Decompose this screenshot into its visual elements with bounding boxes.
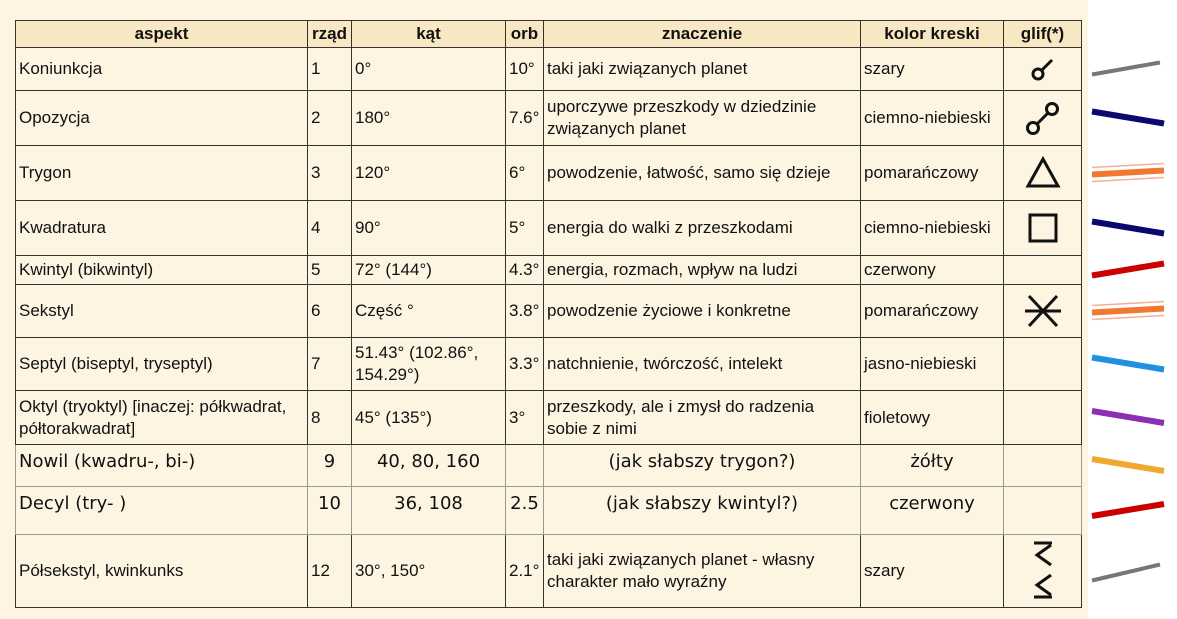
cell-aspekt: Opozycja [16,91,308,146]
header-glif: glif(*) [1004,21,1082,48]
table-row [16,445,1082,487]
cell-rzad: 9 [308,445,352,487]
cell-orb: 2.1° [506,535,544,608]
square-icon [1004,201,1082,256]
line-sample [1092,178,1164,182]
header-znaczenie: znaczenie [544,21,861,48]
cell-kat: 120° [352,146,506,201]
glyph-empty [1004,256,1082,285]
cell-kolor: ciemno-niebieski [861,91,1004,146]
cell-orb: 3° [506,391,544,445]
cell-orb: 4.3° [506,256,544,285]
cell-orb: 3.8° [506,285,544,338]
header-row [16,21,1082,48]
line-sample [1092,222,1164,234]
table-row [16,48,1082,91]
header-aspekt: aspekt [16,21,308,48]
cell-kat: 45° (135°) [352,391,506,445]
cell-orb: 5° [506,201,544,256]
line-sample [1092,171,1164,175]
line-sample [1092,504,1164,516]
cell-kolor: fioletowy [861,391,1004,445]
header-rzad: rząd [308,21,352,48]
sextile-icon [1004,285,1082,338]
line-sample [1092,358,1164,370]
cell-rzad: 4 [308,201,352,256]
header-kolor: kolor kreski [861,21,1004,48]
cell-kat: 51.43° (102.86°, 154.29°) [352,338,506,391]
line-sample [1092,164,1164,168]
table-row [16,146,1082,201]
cell-znaczenie: uporczywe przeszkody w dziedzinie związanych planet [544,91,861,146]
cell-znaczenie: powodzenie życiowe i konkretne [544,285,861,338]
line-samples [1088,0,1177,619]
line-sample [1092,309,1164,313]
line-sample [1092,565,1160,581]
cell-orb: 7.6° [506,91,544,146]
table-row [16,487,1082,535]
cell-aspekt: Kwadratura [16,201,308,256]
cell-kolor: żółty [861,445,1004,487]
table-row [16,391,1082,445]
cell-rzad: 8 [308,391,352,445]
cell-kolor: pomarańczowy [861,285,1004,338]
cell-aspekt: Septyl (biseptyl, tryseptyl) [16,338,308,391]
table-row [16,201,1082,256]
line-sample [1092,302,1164,306]
opposition-icon [1004,91,1082,146]
conjunction-icon [1004,48,1082,91]
cell-kolor: pomarańczowy [861,146,1004,201]
cell-rzad: 10 [308,487,352,535]
header-kat: kąt [352,21,506,48]
line-sample [1092,63,1160,75]
table-row [16,535,1082,608]
cell-kolor: czerwony [861,256,1004,285]
table-row [16,256,1082,285]
cell-znaczenie: powodzenie, łatwość, samo się dzieje [544,146,861,201]
table-row [16,338,1082,391]
trine-icon [1004,146,1082,201]
cell-znaczenie: przeszkody, ale i zmysł do radzenia sobie z nimi [544,391,861,445]
cell-kolor: ciemno-niebieski [861,201,1004,256]
cell-znaczenie: taki jaki związanych planet [544,48,861,91]
cell-rzad: 5 [308,256,352,285]
cell-znaczenie: energia, rozmach, wpływ na ludzi [544,256,861,285]
aspects-table [15,20,1082,608]
cell-orb [506,445,544,487]
cell-orb: 2.5 [506,487,544,535]
cell-znaczenie: taki jaki związanych planet - własny charakter mało wyraźny [544,535,861,608]
cell-znaczenie: (jak słabszy kwintyl?) [544,487,861,535]
cell-rzad: 2 [308,91,352,146]
header-orb: orb [506,21,544,48]
cell-kat: 90° [352,201,506,256]
cell-aspekt: Kwintyl (bikwintyl) [16,256,308,285]
cell-kat: 72° (144°) [352,256,506,285]
table-row [16,91,1082,146]
cell-kat: 30°, 150° [352,535,506,608]
semisextile-quincunx-icon [1004,535,1082,608]
glyph-empty [1004,391,1082,445]
cell-kat: Część ° [352,285,506,338]
cell-kolor: jasno-niebieski [861,338,1004,391]
line-sample [1092,112,1164,124]
cell-kat: 36, 108 [352,487,506,535]
line-sample [1092,264,1164,276]
cell-znaczenie: energia do walki z przeszkodami [544,201,861,256]
cell-znaczenie: natchnienie, twórczość, intelekt [544,338,861,391]
cell-orb: 10° [506,48,544,91]
cell-kolor: szary [861,535,1004,608]
cell-aspekt: Oktyl (tryoktyl) [inaczej: półkwadrat, półtorakwadrat] [16,391,308,445]
cell-aspekt: Trygon [16,146,308,201]
cell-aspekt: Decyl (try- ) [16,487,308,535]
line-sample [1092,459,1164,471]
cell-rzad: 7 [308,338,352,391]
cell-orb: 3.3° [506,338,544,391]
cell-rzad: 12 [308,535,352,608]
glyph-empty [1004,445,1082,487]
glyph-empty [1004,487,1082,535]
cell-kat: 40, 80, 160 [352,445,506,487]
cell-kolor: szary [861,48,1004,91]
table-row [16,285,1082,338]
cell-aspekt: Nowil (kwadru-, bi-) [16,445,308,487]
cell-orb: 6° [506,146,544,201]
cell-aspekt: Koniunkcja [16,48,308,91]
cell-aspekt: Sekstyl [16,285,308,338]
glyph-empty [1004,338,1082,391]
cell-kat: 180° [352,91,506,146]
cell-rzad: 6 [308,285,352,338]
cell-aspekt: Półsekstyl, kwinkunks [16,535,308,608]
cell-znaczenie: (jak słabszy trygon?) [544,445,861,487]
line-sample [1092,316,1164,320]
line-sample [1092,411,1164,423]
cell-rzad: 1 [308,48,352,91]
cell-kat: 0° [352,48,506,91]
cell-rzad: 3 [308,146,352,201]
cell-kolor: czerwony [861,487,1004,535]
